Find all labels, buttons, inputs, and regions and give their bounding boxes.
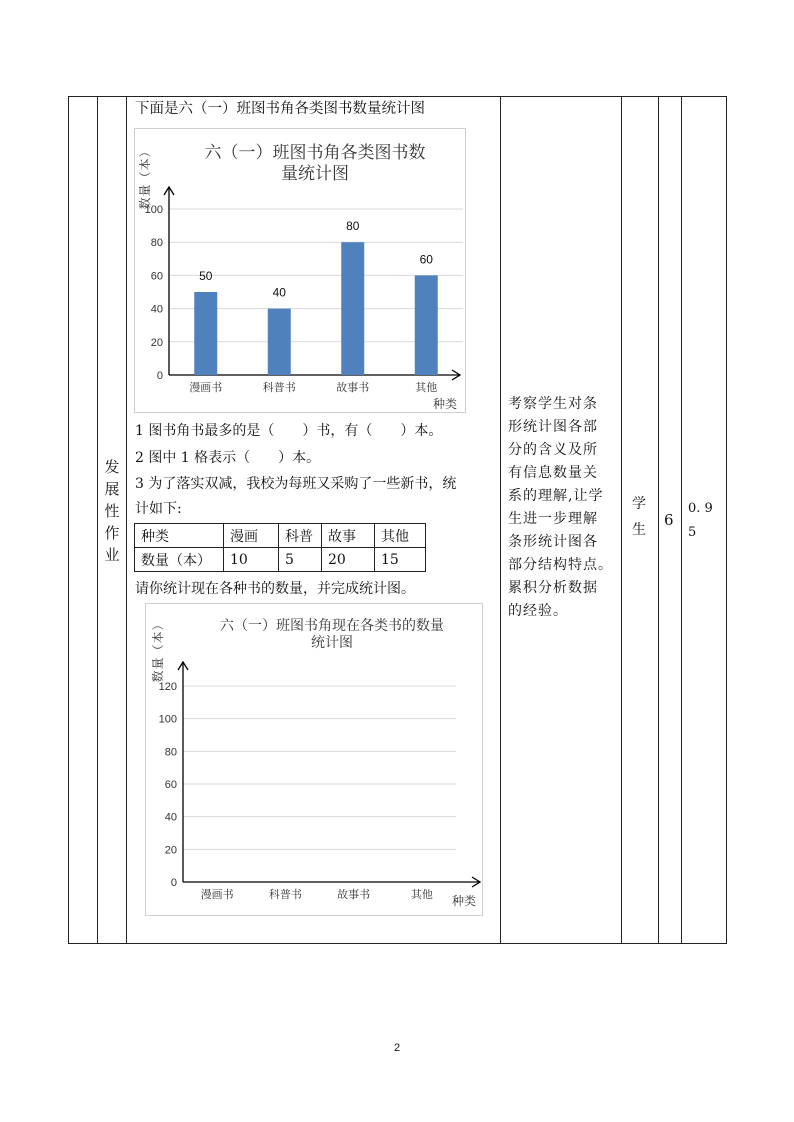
chart2-y-tick-label: 0 <box>170 877 177 889</box>
table-col-line <box>726 96 727 943</box>
evaluator: 学 生 <box>632 496 646 538</box>
chart1-data-label: 50 <box>199 269 213 283</box>
table-row <box>135 548 426 572</box>
chart1-y-axis-label: 数量（本） <box>138 144 152 210</box>
chart2-y-tick-label: 20 <box>164 844 177 857</box>
instruction-text: 请你统计现在各种书的数量，并完成统计图。 <box>135 581 415 597</box>
chart2-x-axis-label: 种类 <box>451 894 477 908</box>
question-2: 2 图中 1 格表示（ ）本。 <box>135 450 321 466</box>
count-value: 6 <box>664 511 674 529</box>
chart1-y-tick-label: 40 <box>150 303 163 316</box>
chart1-y-tick-label: 20 <box>150 336 163 349</box>
table-col-line <box>621 96 622 943</box>
table-cell: 10 <box>224 548 279 572</box>
chart1-x-tick-label: 科普书 <box>262 382 296 394</box>
purchase-table <box>134 523 426 572</box>
chart1-bar <box>415 275 438 375</box>
chart2-plot <box>146 604 482 915</box>
chart-current-books <box>145 603 483 916</box>
chart1-x-axis-label: 种类 <box>432 397 458 411</box>
chart2-y-tick-label: 40 <box>164 811 177 824</box>
chart1-x-tick-label: 故事书 <box>336 382 370 394</box>
table-cell: 漫画 <box>224 524 279 548</box>
chart2-x-tick-label: 其他 <box>410 889 433 901</box>
design-intent: 考察学生对条 形统计图各部 分的含义及所 有信息数量关 系的理解,让学 生进一步理解 条形统计图各 部分结构特点。 累积分析数据 的经验。 <box>508 396 613 619</box>
chart2-y-tick-label: 80 <box>164 746 177 759</box>
table-cell: 5 <box>279 548 322 572</box>
table-col-line <box>658 96 659 943</box>
question-1: 1 图书角书最多的是（ ）书，有（ ）本。 <box>135 423 443 439</box>
question-3-line2: 计如下: <box>135 501 182 517</box>
table-col-line <box>68 96 69 943</box>
chart2-y-tick-label: 60 <box>164 779 177 791</box>
table-row <box>135 524 426 548</box>
chart2-y-axis-label: 数量（本） <box>151 617 165 683</box>
table-cell: 数量（本） <box>135 548 224 572</box>
chart2-x-tick-label: 漫画书 <box>200 889 234 901</box>
table-cell: 种类 <box>135 524 224 548</box>
chart1-data-label: 60 <box>419 252 433 267</box>
chart1-y-tick-label: 60 <box>150 270 163 283</box>
chart2-y-tick-label: 120 <box>158 681 177 693</box>
score-value: 0. 9 5 <box>688 501 713 540</box>
chart1-bar <box>268 309 291 375</box>
chart1-y-tick-label: 80 <box>150 237 163 250</box>
chart1-bar <box>194 292 217 375</box>
table-cell: 20 <box>322 548 375 572</box>
chart1-y-tick-label: 0 <box>156 370 163 382</box>
category-label: 发 展 性 作 业 <box>104 458 120 564</box>
table-col-line <box>97 96 98 943</box>
chart1-x-tick-label: 漫画书 <box>189 382 223 394</box>
table-cell: 15 <box>375 548 426 572</box>
chart1-data-label: 80 <box>346 219 360 234</box>
chart1-plot <box>135 129 465 412</box>
chart2-title: 六（一）班图书角现在各类书的数量 统计图 <box>220 618 444 651</box>
chart1-title: 六（一）班图书角各类图书数 量统计图 <box>204 143 426 184</box>
chart2-x-tick-label: 科普书 <box>268 889 302 901</box>
table-bottom-border <box>68 943 727 944</box>
page-number: 2 <box>394 1042 401 1054</box>
table-cell: 其他 <box>375 524 426 548</box>
table-col-line <box>500 96 501 943</box>
table-top-border <box>68 96 727 97</box>
question-3-line1: 3 为了落实双减，我校为每班又采购了一些新书，统 <box>135 476 457 492</box>
chart1-x-tick-label: 其他 <box>415 382 438 394</box>
chart2-y-tick-label: 100 <box>158 713 177 726</box>
table-cell: 故事 <box>322 524 375 548</box>
chart1-y-tick-label: 100 <box>144 204 163 216</box>
table-cell: 科普 <box>279 524 322 548</box>
table-col-line <box>681 96 682 943</box>
chart1-data-label: 40 <box>272 285 286 300</box>
intro-text: 下面是六（一）班图书角各类图书数量统计图 <box>135 101 425 117</box>
chart1-bar <box>341 242 364 375</box>
chart2-x-tick-label: 故事书 <box>337 889 371 901</box>
table-col-line <box>126 96 127 943</box>
chart-existing-books <box>134 128 466 413</box>
